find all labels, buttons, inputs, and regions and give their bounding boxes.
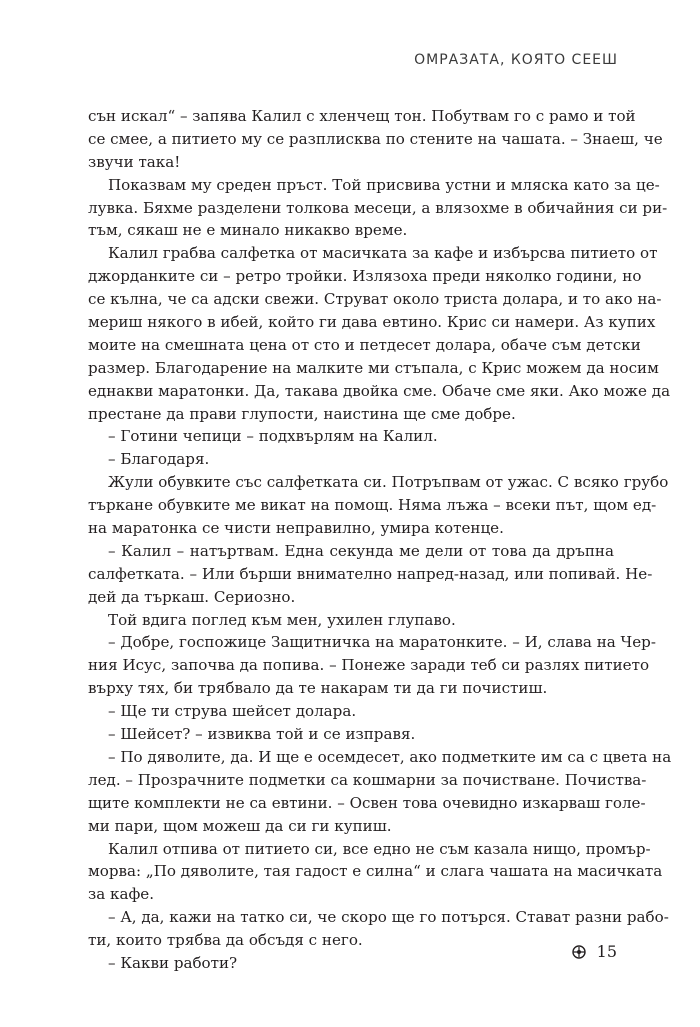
page-footer (571, 942, 617, 961)
running-title: ОМРАЗАТА, КОЯТО СЕЕШ (414, 52, 618, 68)
text-line: върху тях, би трябвало да те накарам ти да ги почистиш. (88, 679, 548, 698)
text-line: мериш някого в ибей, който ги дава евтино. Крис си намери. Аз купих (88, 313, 656, 332)
text-line: за кафе. (88, 885, 155, 904)
body-text (88, 105, 672, 975)
text-line: еднакви маратонки. Да, такава двойка сме. Обаче сме яки. Ако може да (88, 381, 671, 400)
text-line: сън искал“ – запява Калил с хленчещ тон. Побутвам го с рамо и той (88, 107, 636, 125)
text-line: – Добре, госпожице Защитничка на маратонките. – И, слава на Чер- (108, 633, 656, 652)
text-line: – Готини чепици – подхвърлям на Калил. (108, 427, 438, 446)
text-line: се смее, а питието му се разплисква по стените на чашата. – Знаеш, че (88, 129, 663, 148)
text-line: се кълна, че са адски свежи. Струват около триста долара, и то ако на- (88, 290, 662, 309)
text-line: – По дяволите, да. И ще е осемдесет, ако подметките им са с цвета на (108, 747, 672, 766)
text-line: – Какви работи? (108, 953, 238, 972)
text-line: – Шейсет? – извиква той и се изправя. (108, 725, 416, 744)
text-line: Жули обувките със салфетката си. Потръпвам от ужас. С всяко грубо (108, 473, 669, 492)
text-line: Той вдига поглед към мен, ухилен глупаво. (108, 610, 456, 629)
text-line: звучи така! (88, 152, 181, 171)
text-line: – А, да, кажи на татко си, че скоро ще го потърся. Стават разни рабо- (108, 908, 669, 927)
text-line: търкане обувките ме викат на помощ. Няма лъжа – всеки път, щом ед- (88, 496, 657, 515)
text-line: размер. Благодарение на малките ми стъпала, с Крис можем да носим (88, 358, 659, 377)
text-line: престане да прави глупости, наистина ще сме добре. (88, 404, 516, 423)
page-number: 15 (596, 942, 617, 961)
text-line: – Ще ти струва шейсет долара. (108, 702, 357, 721)
text-line: – Калил – натъртвам. Една секунда ме дели от това да дръпна (108, 541, 614, 560)
ornament-icon (571, 944, 587, 960)
text-line: ми пари, щом можеш да си ги купиш. (88, 816, 392, 835)
text-line: на маратонка се чисти неправилно, умира котенце. (88, 519, 504, 538)
text-line: щите комплекти не са евтини. – Освен това очевидно изкарваш голе- (88, 793, 646, 812)
text-line: морва: „По дяволите, тая гадост е силна“ и слага чашата на масичката (88, 862, 663, 881)
text-line: Показвам му среден пръст. Той присвива устни и мляска като за це- (108, 175, 660, 194)
text-line: дей да търкаш. Сериозно. (88, 587, 296, 606)
text-line: салфетката. – Или бърши внимателно напред-назад, или попивай. Не- (88, 564, 653, 583)
text-line: джорданките си – ретро тройки. Излязоха преди няколко години, но (88, 267, 642, 286)
text-line: – Благодаря. (108, 450, 210, 469)
text-line: лувка. Бяхме разделени толкова месеци, а влязохме в обичайния си ри- (88, 198, 668, 217)
text-line: моите на смешната цена от сто и петдесет долара, обаче съм детски (88, 335, 641, 354)
text-line: Калил грабва салфетка от масичката за кафе и избърсва питието от (108, 244, 658, 263)
text-line: Калил отпива от питието си, все едно не съм казала нищо, промър- (108, 839, 651, 858)
text-line: тъм, сякаш не е минало никакво време. (88, 221, 408, 240)
text-line: ния Исус, започва да попива. – Понеже заради теб си разлях питието (88, 656, 650, 675)
text-line: лед. – Прозрачните подметки са кошмарни за почистване. Почиства- (88, 770, 647, 789)
text-line: ти, които трябва да обсъдя с него. (88, 931, 363, 950)
